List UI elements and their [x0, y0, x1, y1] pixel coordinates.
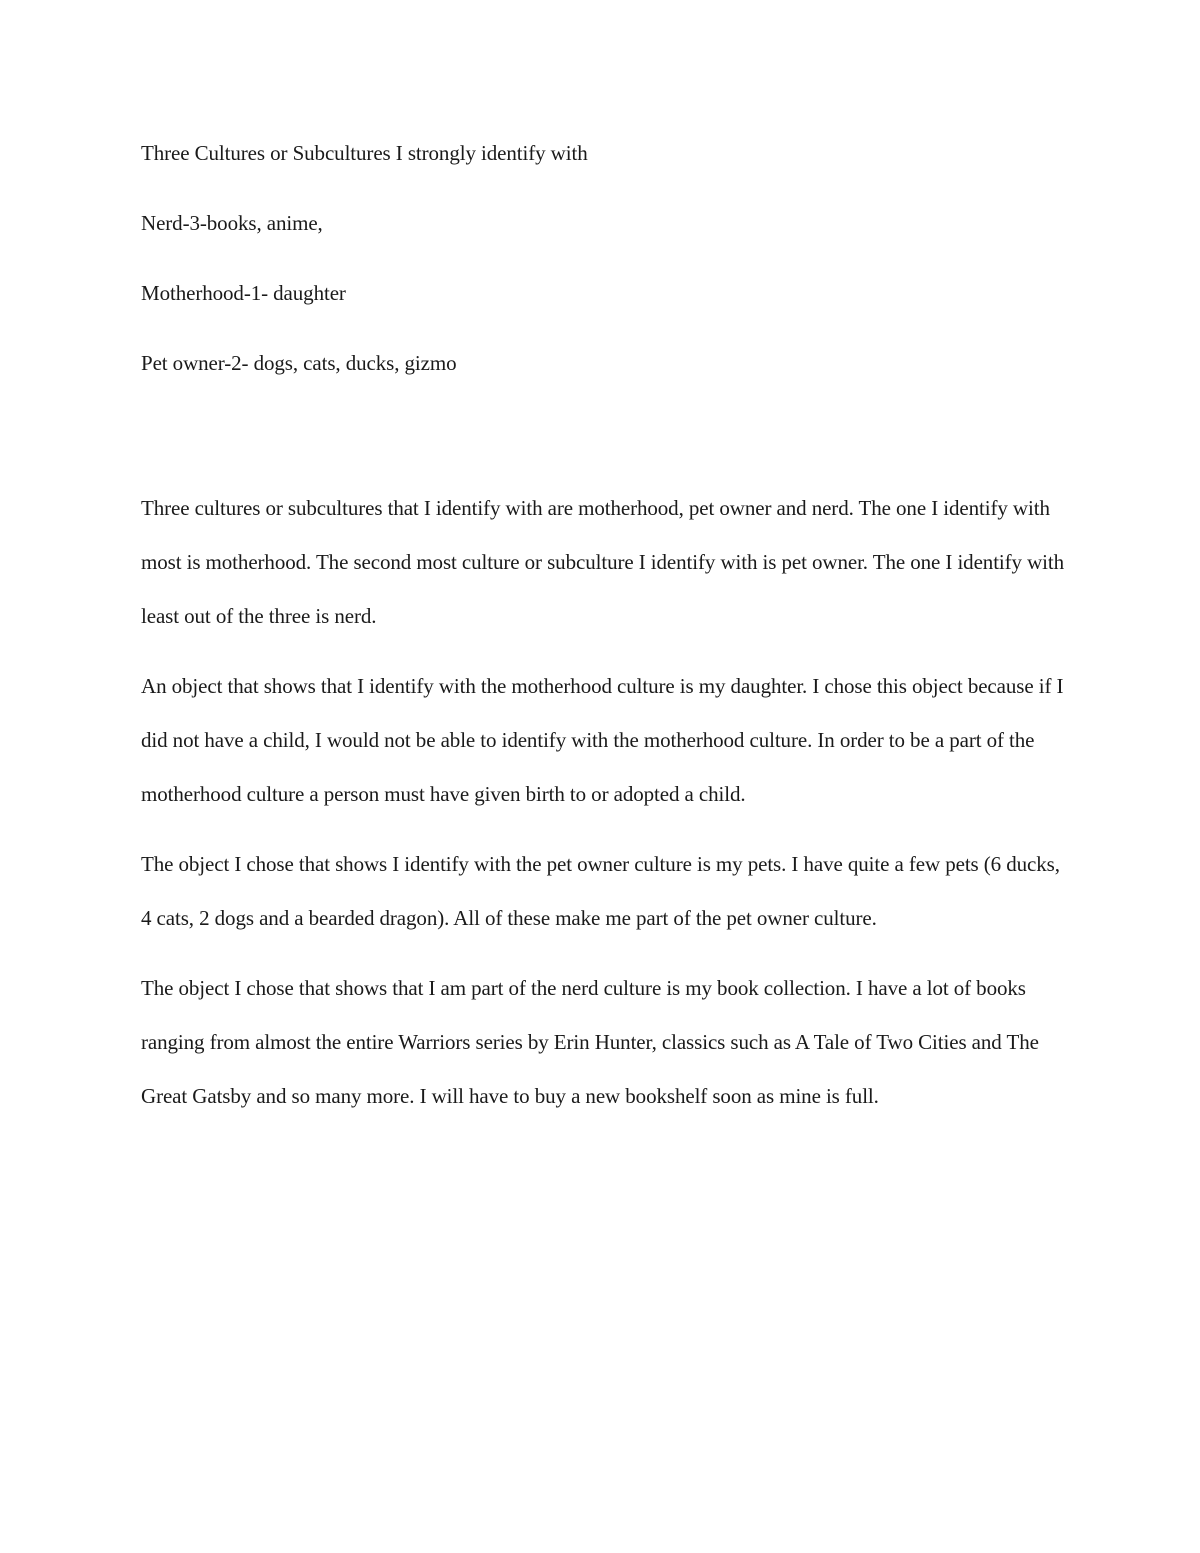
paragraph-motherhood: An object that shows that I identify with the motherhood culture is my daughter. I chose this object because if I did not have a child, I would not be able to identify with the motherhood culture. In order to be a part of the motherhood culture a person must have given birth to or adopted a child. — [141, 674, 1064, 806]
notes-heading: Three Cultures or Subcultures I strongly identify with — [141, 141, 588, 165]
paragraph-intro: Three cultures or subcultures that I identify with are motherhood, pet owner and nerd. The one I identify with most is motherhood. The second most culture or subculture I identify with is pet owner. The one I identify with least out of the three is nerd. — [141, 496, 1065, 628]
paragraph-nerd: The object I chose that shows that I am part of the nerd culture is my book collection. I have a lot of books ranging from almost the entire Warriors series by Erin Hunter, classics such as A Tale of Two Cities and The Great Gatsby and so many more. I will have to buy a new bookshelf soon as mine is full. — [141, 976, 1039, 1108]
notes-section — [141, 140, 1071, 420]
note-nerd: Nerd-3-books, anime, — [141, 211, 323, 235]
essay-body — [141, 481, 1071, 1139]
paragraph-pet-owner: The object I chose that shows I identify with the pet owner culture is my pets. I have quite a few pets (6 ducks, 4 cats, 2 dogs and a bearded dragon). All of these make me part of the pet owner culture. — [141, 852, 1060, 930]
note-pet-owner: Pet owner-2- dogs, cats, ducks, gizmo — [141, 351, 457, 375]
note-motherhood: Motherhood-1- daughter — [141, 281, 346, 305]
